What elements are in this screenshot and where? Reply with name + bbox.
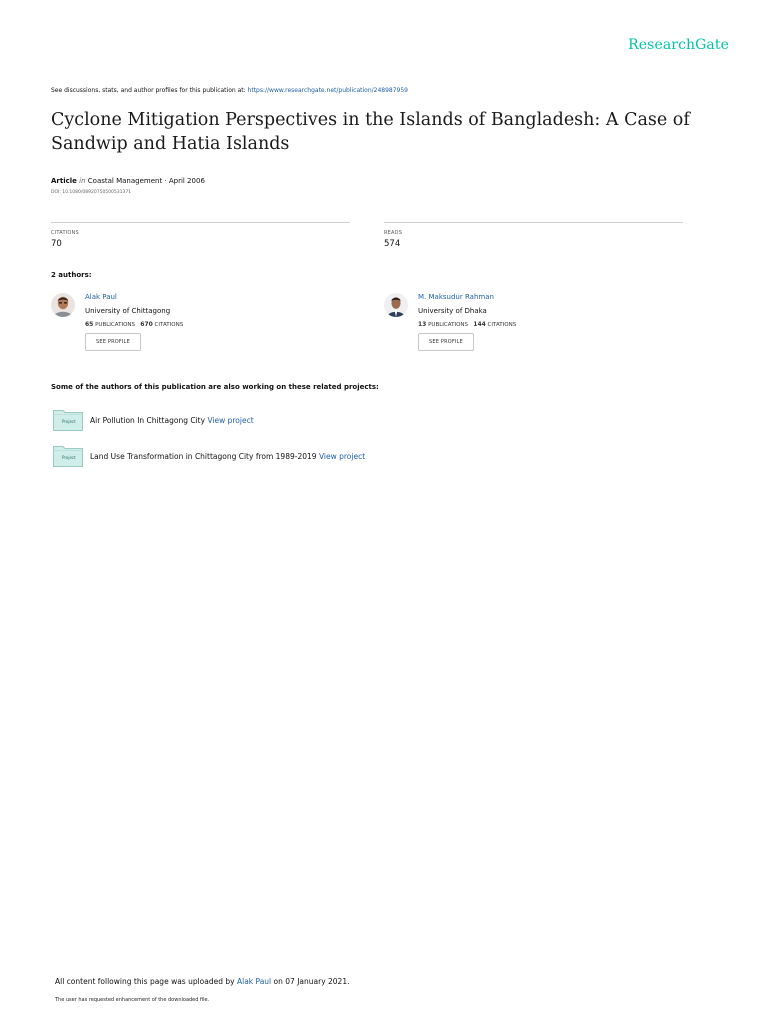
project-icon-label: Project (62, 455, 76, 460)
avatar[interactable] (51, 293, 75, 317)
citations-count: 144 (473, 321, 486, 328)
meta-in: in (79, 177, 86, 185)
enhancement-note: The user has requested enhancement of the downloaded file. (55, 997, 210, 1003)
authors-heading: 2 authors: (51, 271, 92, 279)
reads-value: 574 (384, 239, 401, 249)
discussion-line (51, 87, 408, 94)
citations-count-label: CITATIONS (154, 322, 184, 328)
publications-count: 13 (418, 321, 427, 328)
upload-suffix: on 07 January 2021. (271, 977, 350, 986)
author-card (51, 293, 351, 363)
doi: DOI: 10.1080/08920750500531371 (51, 190, 132, 195)
see-profile-button[interactable]: SEE PROFILE (418, 333, 474, 351)
divider-citations (51, 222, 350, 223)
author-counts (85, 321, 183, 328)
author-name-link[interactable]: M. Maksudur Rahman (418, 293, 494, 301)
project-folder-icon (53, 445, 83, 467)
publications-label: PUBLICATIONS (95, 322, 136, 328)
view-project-link[interactable]: View project (318, 452, 366, 461)
project-item (53, 409, 653, 431)
project-line (90, 416, 254, 425)
discussion-prefix: See discussions, stats, and author profiles for this publication at: (51, 87, 248, 94)
divider-reads (384, 222, 683, 223)
page-title: Cyclone Mitigation Perspectives in the Islands of Bangladesh: A Case of Sandwip and Hatia Islands (51, 110, 690, 154)
project-item (53, 445, 653, 467)
avatar[interactable] (384, 293, 408, 317)
citations-value: 70 (51, 239, 62, 249)
publications-count: 65 (85, 321, 94, 328)
project-line (90, 452, 365, 461)
article-type: Article (51, 177, 77, 185)
project-folder-icon (53, 409, 83, 431)
researchgate-logo[interactable]: ResearchGate (628, 37, 729, 53)
author-name-link[interactable]: Alak Paul (85, 293, 117, 301)
author-institution: University of Chittagong (85, 307, 171, 315)
publication-url-link[interactable]: https://www.researchgate.net/publication/248987959 (247, 87, 408, 94)
see-profile-button[interactable]: SEE PROFILE (85, 333, 141, 351)
author-card (384, 293, 684, 363)
author-institution: University of Dhaka (418, 307, 487, 315)
journal-info: Coastal Management · April 2006 (87, 177, 205, 185)
project-icon-label: Project (62, 419, 76, 424)
upload-prefix: All content following this page was uploaded by (55, 977, 237, 986)
publications-label: PUBLICATIONS (428, 322, 469, 328)
article-meta (51, 177, 205, 185)
upload-note (55, 977, 349, 986)
view-project-link[interactable]: View project (207, 416, 254, 425)
project-title: Air Pollution In Chittagong City (90, 416, 206, 425)
projects-heading: Some of the authors of this publication are also working on these related projects: (51, 383, 379, 391)
avatar-photo-icon (384, 293, 408, 317)
avatar-photo-icon (51, 293, 75, 317)
reads-label: READS (384, 230, 403, 236)
citations-count-label: CITATIONS (487, 322, 517, 328)
citations-label: CITATIONS (51, 230, 79, 236)
uploader-link[interactable]: Alak Paul (236, 977, 272, 986)
citations-count: 670 (140, 321, 153, 328)
project-title: Land Use Transformation in Chittagong City from 1989-2019 (90, 452, 317, 461)
author-counts (418, 321, 516, 328)
